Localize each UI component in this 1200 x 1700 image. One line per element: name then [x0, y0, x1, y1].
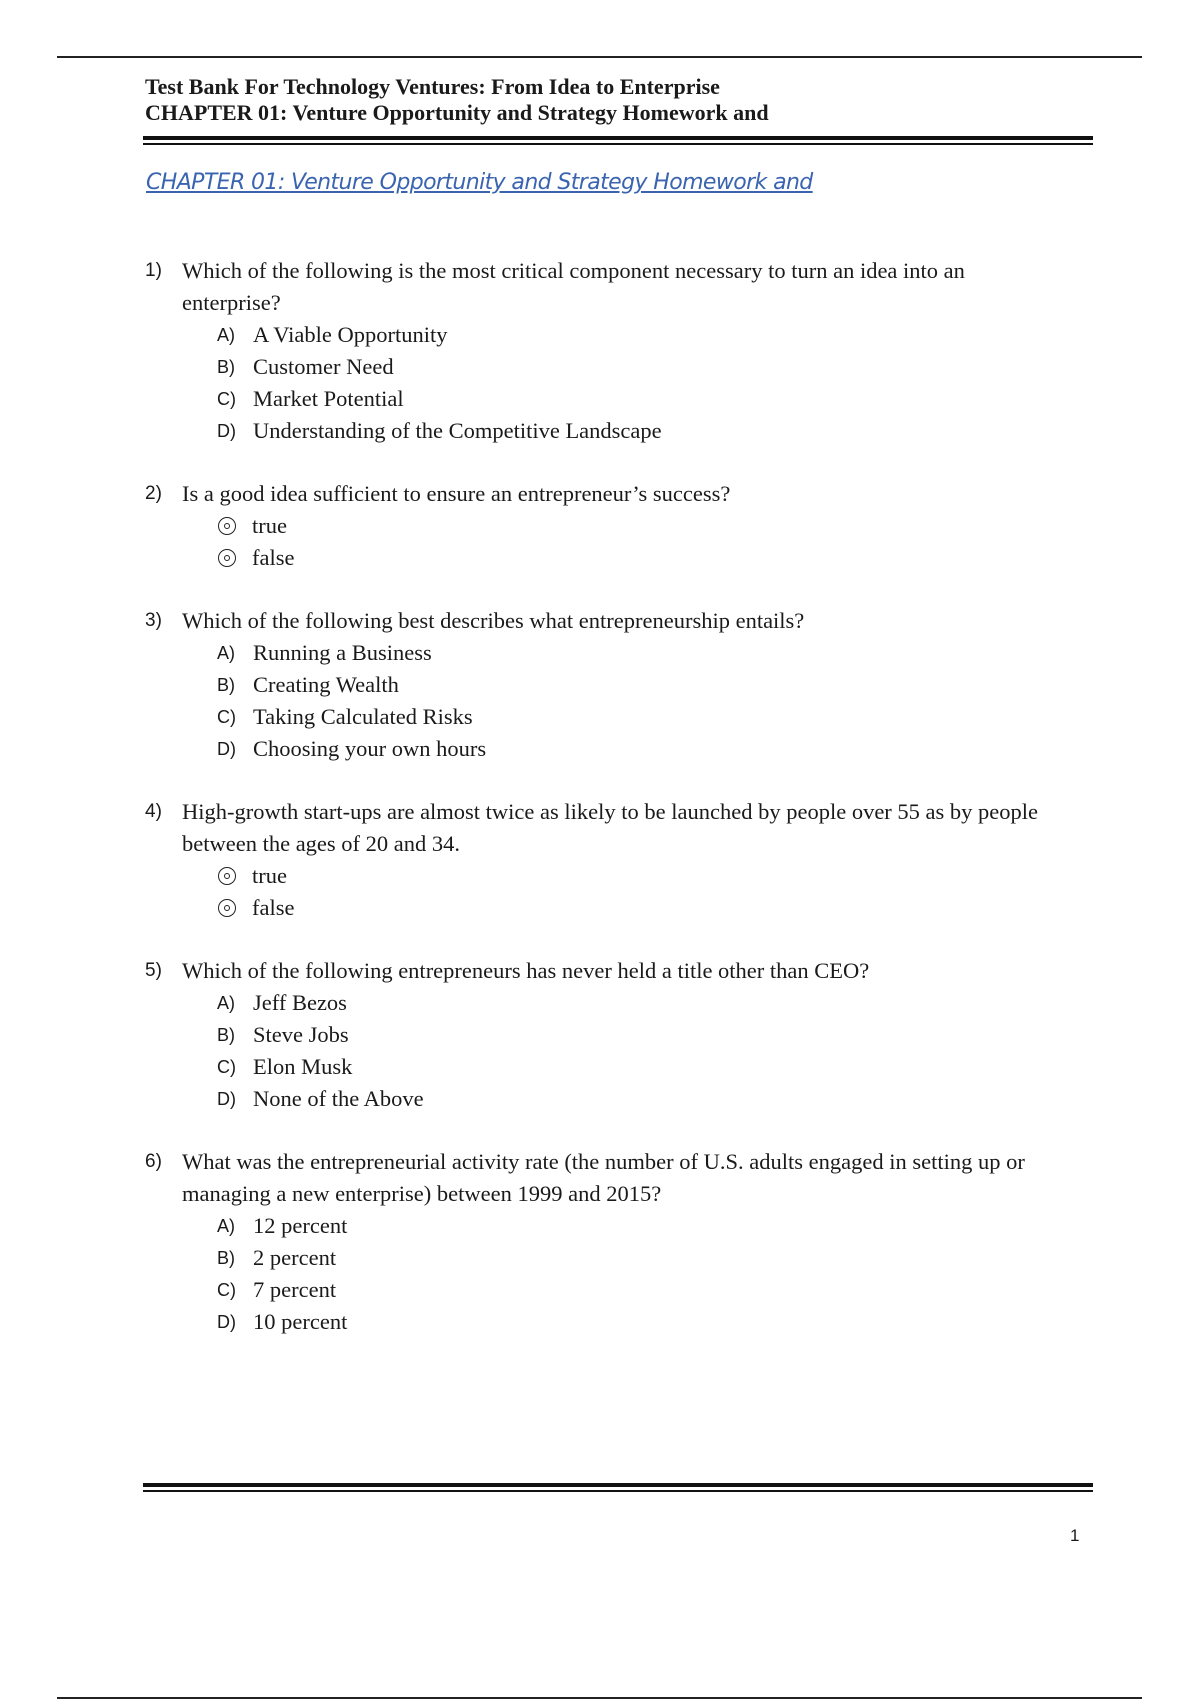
- answer-option: [217, 1051, 1095, 1083]
- page-top-rule: [57, 56, 1142, 58]
- option-text: Steve Jobs: [253, 1022, 349, 1047]
- option-letter: A): [217, 1216, 235, 1236]
- answer-option: [217, 637, 1095, 669]
- option-text: 12 percent: [253, 1213, 348, 1238]
- option-text: Understanding of the Competitive Landscape: [253, 418, 662, 443]
- option-letter: C): [217, 707, 236, 727]
- answer-option: [217, 860, 1095, 892]
- answer-option: [217, 669, 1095, 701]
- answer-option: [217, 510, 1095, 542]
- header-title: Test Bank For Technology Ventures: From Idea to Enterprise: [145, 74, 720, 99]
- question-row: [145, 478, 1095, 510]
- option-letter: C): [217, 389, 236, 409]
- answer-option: [217, 1083, 1095, 1115]
- option-text: true: [252, 513, 287, 538]
- answer-option: [217, 987, 1095, 1019]
- option-text: Creating Wealth: [253, 672, 399, 697]
- option-text: Market Potential: [253, 386, 404, 411]
- question-item: [145, 1146, 1095, 1338]
- question-text: High-growth start-ups are almost twice as likely to be launched by people over 55 as by people between the ages of 20 and 34.: [182, 799, 1039, 856]
- question-number: 1): [145, 260, 162, 281]
- question-text: What was the entrepreneurial activity rate (the number of U.S. adults engaged in setting up or managing a new enterprise) between 1999 and 2015?: [182, 1149, 1025, 1206]
- footer-double-rule: [143, 1483, 1093, 1492]
- page-number: 1: [1070, 1526, 1080, 1545]
- header-subtitle: CHAPTER 01: Venture Opportunity and Strategy Homework and: [145, 100, 769, 125]
- question-number: 3): [145, 610, 162, 631]
- document-header: [145, 74, 1095, 126]
- option-letter: B): [217, 1025, 235, 1045]
- question-text: Which of the following entrepreneurs has never held a title other than CEO?: [182, 958, 870, 983]
- radio-circle-icon: [218, 517, 236, 535]
- answer-option: [217, 351, 1095, 383]
- option-text: 7 percent: [253, 1277, 337, 1302]
- answer-option: [217, 733, 1095, 765]
- question-number: 6): [145, 1151, 162, 1172]
- option-letter: D): [217, 1312, 236, 1332]
- option-letter: D): [217, 739, 236, 759]
- answer-option: [217, 415, 1095, 447]
- answer-options: [145, 637, 1095, 765]
- answer-option: [217, 383, 1095, 415]
- question-number: 2): [145, 483, 162, 504]
- question-number: 5): [145, 960, 162, 981]
- question-list: [145, 255, 1095, 1369]
- answer-option: [217, 892, 1095, 924]
- option-letter: C): [217, 1280, 236, 1300]
- question-item: [145, 605, 1095, 765]
- answer-option: [217, 1210, 1095, 1242]
- answer-option: [217, 542, 1095, 574]
- option-text: Taking Calculated Risks: [253, 704, 473, 729]
- option-text: A Viable Opportunity: [253, 322, 448, 347]
- option-text: 10 percent: [253, 1309, 348, 1334]
- answer-option: [217, 319, 1095, 351]
- question-item: [145, 478, 1095, 574]
- option-letter: D): [217, 421, 236, 441]
- option-letter: B): [217, 675, 235, 695]
- answer-option: [217, 1242, 1095, 1274]
- option-letter: B): [217, 357, 235, 377]
- option-text: Choosing your own hours: [253, 736, 487, 761]
- question-row: [145, 255, 1095, 319]
- question-item: [145, 955, 1095, 1115]
- header-double-rule: [143, 136, 1093, 145]
- answer-options: [145, 1210, 1095, 1338]
- answer-option: [217, 1306, 1095, 1338]
- option-letter: D): [217, 1089, 236, 1109]
- question-text: Which of the following best describes what entrepreneurship entails?: [182, 608, 805, 633]
- question-row: [145, 796, 1095, 860]
- radio-circle-icon: [218, 899, 236, 917]
- radio-circle-icon: [218, 549, 236, 567]
- answer-option: [217, 1274, 1095, 1306]
- option-text: None of the Above: [253, 1086, 424, 1111]
- option-text: Jeff Bezos: [253, 990, 347, 1015]
- answer-options: [145, 987, 1095, 1115]
- answer-options: [145, 860, 1095, 924]
- question-text: Is a good idea sufficient to ensure an entrepreneur’s success?: [182, 481, 731, 506]
- question-item: [145, 255, 1095, 447]
- option-text: Customer Need: [253, 354, 394, 379]
- question-row: [145, 605, 1095, 637]
- answer-options: [145, 319, 1095, 447]
- question-text: Which of the following is the most critical component necessary to turn an idea into an enterprise?: [182, 258, 965, 315]
- option-text: false: [252, 895, 295, 920]
- option-text: Elon Musk: [253, 1054, 353, 1079]
- answer-option: [217, 1019, 1095, 1051]
- option-text: true: [252, 863, 287, 888]
- option-letter: B): [217, 1248, 235, 1268]
- question-number: 4): [145, 801, 162, 822]
- option-letter: A): [217, 993, 235, 1013]
- option-letter: A): [217, 643, 235, 663]
- option-text: false: [252, 545, 295, 570]
- page-bottom-rule: [57, 1697, 1142, 1699]
- answer-option: [217, 701, 1095, 733]
- radio-circle-icon: [218, 867, 236, 885]
- answer-options: [145, 510, 1095, 574]
- option-letter: A): [217, 325, 235, 345]
- option-letter: C): [217, 1057, 236, 1077]
- question-row: [145, 955, 1095, 987]
- question-item: [145, 796, 1095, 924]
- option-text: 2 percent: [253, 1245, 337, 1270]
- question-row: [145, 1146, 1095, 1210]
- option-text: Running a Business: [253, 640, 432, 665]
- chapter-heading-link[interactable]: CHAPTER 01: Venture Opportunity and Strategy Homework and: [146, 170, 813, 195]
